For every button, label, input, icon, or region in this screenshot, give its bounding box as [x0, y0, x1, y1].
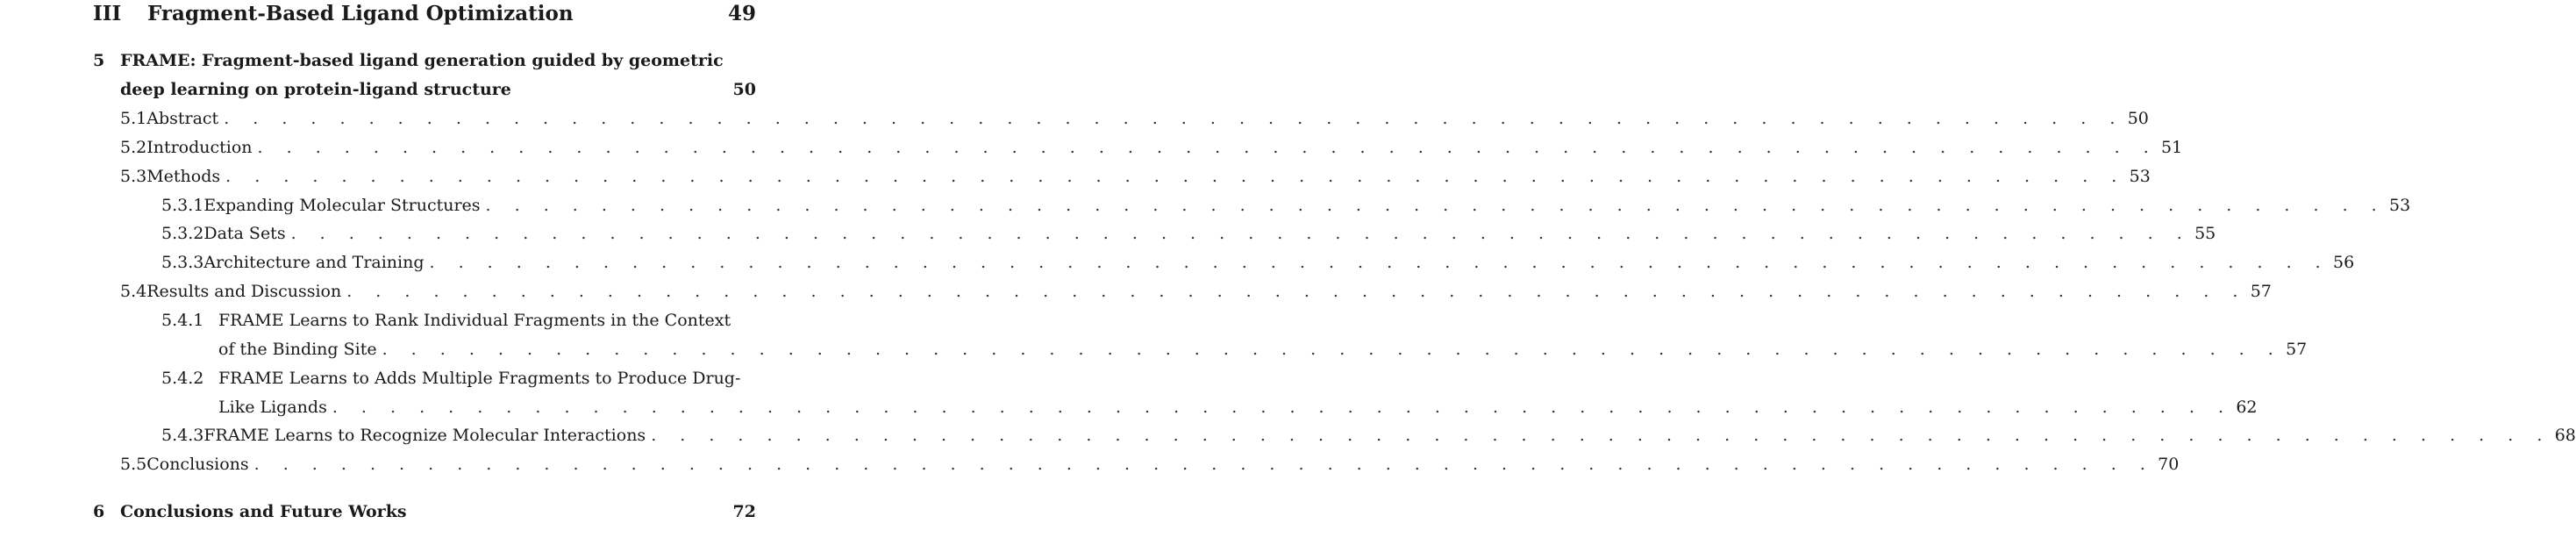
subsection-page: 57 — [2286, 340, 2308, 359]
section-number: 5.2 — [120, 138, 147, 157]
dot-leader: . . . . . . . . . . . . . . . . . . . . . . . . . . . . . . . . . . . . . . . . . . . . . . . . . . . . . . . . . . . . . . . . . . — [485, 196, 2387, 215]
toc-entry — [120, 167, 2151, 186]
section-title: Conclusions — [146, 455, 249, 474]
section-title: Abstract — [146, 109, 219, 128]
dot-leader: . . . . . . . . . . . . . . . . . . . . . . . . . . . . . . . . . . . . . . . . . . . . . . . . . . . . . . . . . . . . . . . . . . — [225, 167, 2126, 186]
part-number: III — [93, 2, 122, 25]
subsection-number: 5.3.2 — [161, 224, 204, 243]
subsection-page: 62 — [2236, 398, 2258, 417]
chapter-number: 5 — [93, 51, 105, 70]
toc-subentry — [161, 224, 2216, 243]
subsection-number: 5.3.3 — [161, 253, 204, 272]
part-heading — [93, 2, 756, 25]
dot-leader: . . . . . . . . . . . . . . . . . . . . . . . . . . . . . . . . . . . . . . . . . . . . . . . . . . . . . . . . . . . . . . . . . . — [382, 340, 2283, 359]
toc-subentry — [161, 311, 756, 330]
chapter-number: 6 — [93, 502, 105, 521]
chapter-title-line1: FRAME: Fragment-based ligand generation guided by geometric — [120, 51, 724, 70]
toc-subentry-continued — [218, 398, 2258, 417]
subsection-title-line2: Like Ligands — [218, 398, 327, 417]
toc-subentry — [161, 253, 2355, 272]
chapter-heading-continued — [120, 80, 756, 99]
section-title: Results and Discussion — [146, 282, 342, 301]
section-number: 5.1 — [120, 109, 147, 128]
subsection-page: 68 — [2554, 426, 2576, 445]
section-number: 5.5 — [120, 455, 147, 474]
subsection-number: 5.4.1 — [161, 311, 204, 330]
dot-leader: . . . . . . . . . . . . . . . . . . . . . . . . . . . . . . . . . . . . . . . . . . . . . . . . . . . . . . . . . . . . . . . . . . — [651, 426, 2551, 445]
subsection-page: 56 — [2333, 253, 2355, 272]
toc-entry — [120, 455, 2180, 474]
subsection-title-line1: FRAME Learns to Adds Multiple Fragments to Produce Drug- — [218, 369, 741, 388]
subsection-number: 5.3.1 — [161, 196, 204, 215]
dot-leader: . . . . . . . . . . . . . . . . . . . . . . . . . . . . . . . . . . . . . . . . . . . . . . . . . . . . . . . . . . . . . . . . . . — [332, 398, 2233, 417]
toc-entry — [120, 138, 2183, 157]
section-page: 70 — [2158, 455, 2180, 474]
chapter-title-line2: deep learning on protein-ligand structure — [120, 80, 511, 99]
dot-leader: . . . . . . . . . . . . . . . . . . . . . . . . . . . . . . . . . . . . . . . . . . . . . . . . . . . . . . . . . . . . . . . . . . — [253, 455, 2155, 474]
toc-subentry — [161, 426, 2576, 445]
subsection-page: 53 — [2389, 196, 2411, 215]
subsection-title: Expanding Molecular Structures — [203, 196, 481, 215]
toc-entry — [120, 282, 2272, 301]
subsection-page: 55 — [2194, 224, 2216, 243]
dot-leader: . . . . . . . . . . . . . . . . . . . . . . . . . . . . . . . . . . . . . . . . . . . . . . . . . . . . . . . . . . . . . . . . . . — [290, 224, 2192, 243]
subsection-title-line1: FRAME Learns to Rank Individual Fragments in the Context — [218, 311, 731, 330]
chapter-heading — [93, 502, 756, 521]
part-page: 49 — [727, 2, 756, 25]
dot-leader: . . . . . . . . . . . . . . . . . . . . . . . . . . . . . . . . . . . . . . . . . . . . . . . . . . . . . . . . . . . . . . . . . . — [429, 253, 2330, 272]
subsection-number: 5.4.2 — [161, 369, 204, 388]
subsection-title-line2: of the Binding Site — [218, 340, 377, 359]
toc-subentry-continued — [218, 340, 2308, 359]
section-page: 57 — [2250, 282, 2272, 301]
toc-subentry — [161, 196, 2411, 215]
dot-leader: . . . . . . . . . . . . . . . . . . . . . . . . . . . . . . . . . . . . . . . . . . . . . . . . . . . . . . . . . . . . . . . . . . — [257, 138, 2159, 157]
chapter-heading — [93, 51, 756, 70]
section-page: 51 — [2161, 138, 2183, 157]
subsection-title: Data Sets — [203, 224, 286, 243]
subsection-title: Architecture and Training — [203, 253, 425, 272]
dot-leader: . . . . . . . . . . . . . . . . . . . . . . . . . . . . . . . . . . . . . . . . . . . . . . . . . . . . . . . . . . . . . . . . . . — [346, 282, 2247, 301]
section-title: Introduction — [146, 138, 253, 157]
section-title: Methods — [146, 167, 221, 186]
dot-leader: . . . . . . . . . . . . . . . . . . . . . . . . . . . . . . . . . . . . . . . . . . . . . . . . . . . . . . . . . . . . . . . . . . — [224, 109, 2124, 128]
chapter-page: 50 — [732, 80, 756, 99]
section-number: 5.4 — [120, 282, 147, 301]
chapter-page: 72 — [732, 502, 756, 521]
subsection-number: 5.4.3 — [161, 426, 204, 445]
section-number: 5.3 — [120, 167, 147, 186]
subsection-title: FRAME Learns to Recognize Molecular Interactions — [203, 426, 646, 445]
section-page: 50 — [2127, 109, 2149, 128]
section-page: 53 — [2129, 167, 2151, 186]
chapter-title: Conclusions and Future Works — [120, 502, 407, 521]
toc-entry — [120, 109, 2149, 128]
part-title: Fragment-Based Ligand Optimization — [147, 2, 574, 25]
toc-subentry — [161, 369, 756, 388]
